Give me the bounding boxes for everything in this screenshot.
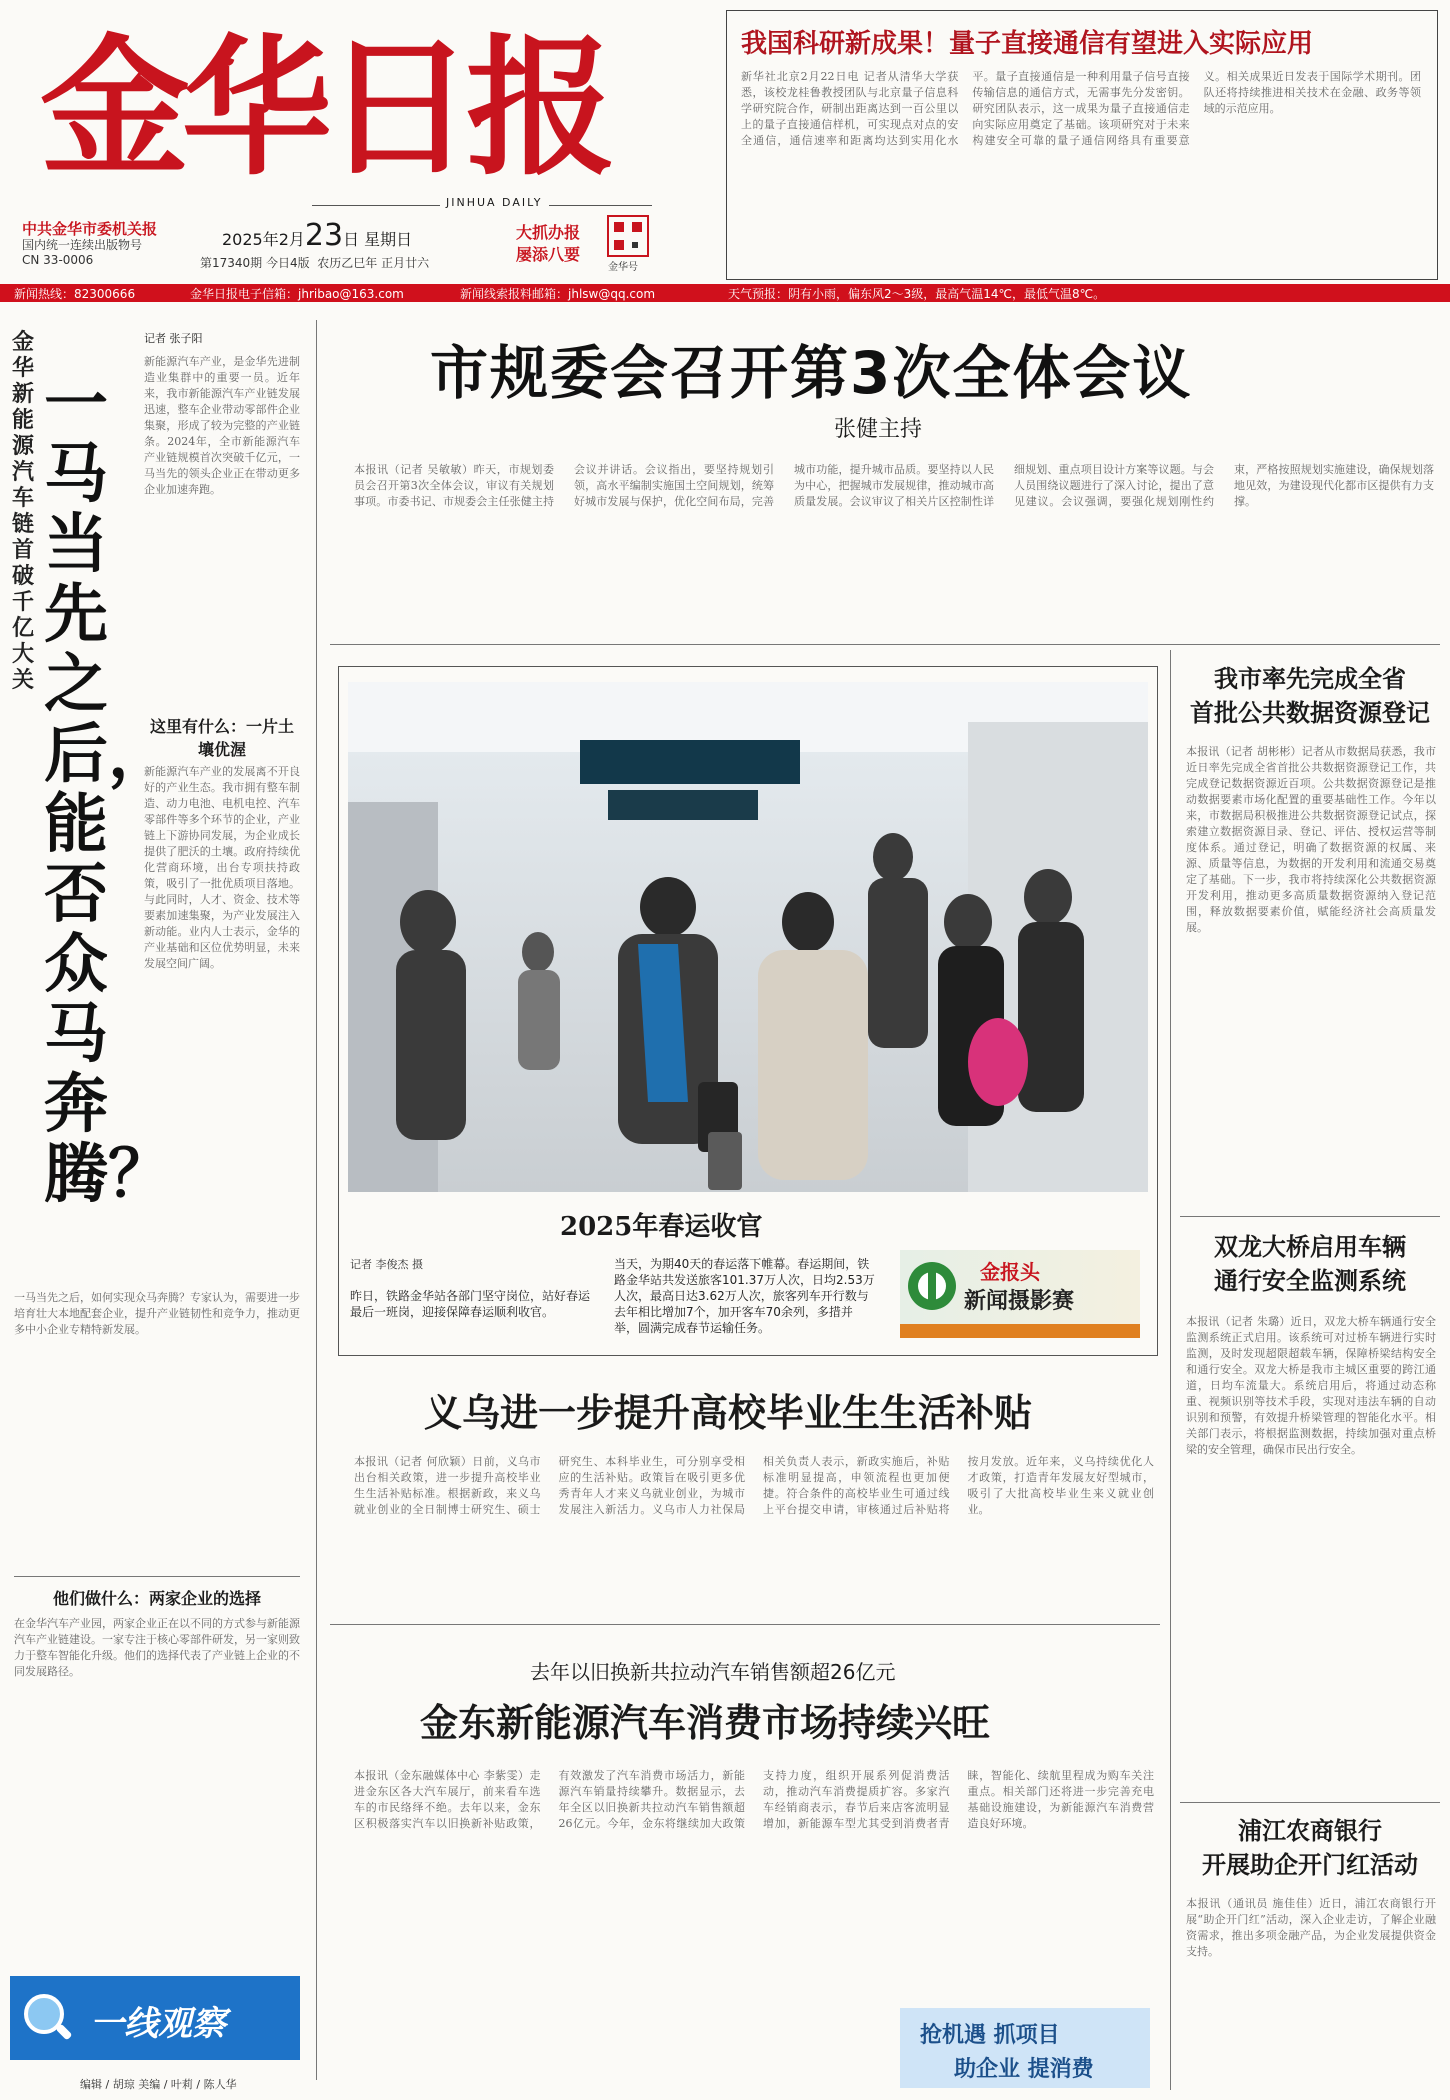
issue-date: 2025年2月23日 星期日 [222,218,413,253]
left-byline: 记者 张子阳 [144,332,203,345]
right-story3-headline[interactable]: 浦江农商银行 开展助企开门红活动 [1202,1816,1418,1879]
slogan-caption: 金华号 [608,262,638,273]
left-kicker: 金华新能源汽车链首破千亿大关 [12,330,35,693]
page-credits: 编辑 / 胡琼 美编 / 叶莉 / 陈人华 [80,2078,237,2091]
photo-contest-badge [900,1250,1140,1338]
spring-travel-photo [348,682,1148,1192]
yiwu-headline[interactable]: 义乌进一步提升高校毕业生生活补贴 [424,1390,1033,1435]
main-body: 本报讯（记者 吴敏敏）昨天，市规划委员会召开第3次全体会议，审议有关规划事项。市委书记、市规委会主任张健主持会议并讲话。会议指出，要坚持规划引领，高水平编制实施国土空间规划，统筹好城市发展与保护，优化空间布局，完善城市功能，提升城市品质。要坚持以人民为中心，把握城市发展规律，推动城市高质量发展。会议审议了相关片区控制性详细规划、重点项目设计方案等议题。与会人员围绕议题进行了深入讨论，提出了意见建议。会议强调，要强化规划刚性约束，严格按照规划实施建设，确保规划落地见效，为建设现代化都市区提供有力支撑。 [354,463,1434,508]
email: 金华日报电子信箱：jhribao@163.com [190,287,404,301]
yixian-banner[interactable] [10,1976,300,2060]
report-email: 新闻线索报料邮箱：jhlsw@qq.com [460,287,656,301]
promo-box[interactable] [900,2008,1150,2088]
right-story2-headline[interactable]: 双龙大桥启用车辆 通行安全监测系统 [1214,1232,1406,1295]
masthead-english: JINHUA DAILY [440,196,549,209]
right-divider-1 [1180,1216,1440,1217]
jindong-body: 本报讯（金东融媒体中心 李紫雯）走进金东区各大汽车展厅，前来看车选车的市民络绎不绝。去年以来，金东区积极落实汽车以旧换新补贴政策，有效激发了汽车消费市场活力，新能源汽车销量持续攀升。数据显示，去年全区以旧换新共拉动汽车销售额超26亿元。今年，金东将继续加大政策支持力度，组织开展系列促消费活动，推动汽车消费提质扩容。多家汽车经销商表示，春节后来店客流明显增加，新能源车型尤其受到消费者青睐，智能化、续航里程成为购车关注重点。相关部门还将进一步完善充电基础设施建设，为新能源汽车消费营造良好环境。 [354,1769,1154,1830]
left-body-2: 新能源汽车产业的发展离不开良好的产业生态。我市拥有整车制造、动力电池、电机电控、汽车零部件等多个环节的企业，产业链上下游协同发展，为企业成长提供了肥沃的土壤。政府持续优化营商环境，出台专项扶持政策，吸引了一批优质项目落地。与此同时，人才、资金、技术等要素加速集聚，为产业发展注入新动能。业内人士表示，金华的产业基础和区位优势明显，未来发展空间广阔。 [144,765,300,970]
jindong-kicker: 去年以旧换新共拉动汽车销售额超26亿元 [530,1660,896,1684]
right-divider-2 [1180,1802,1440,1803]
contest-logo-icon [904,1258,960,1314]
left-body-1: 新能源汽车产业，是金华先进制造业集群中的重要一员。近年来，我市新能源汽车产业链发展迅速，整车企业带动零部件企业集聚，形成了较为完整的产业链条。2024年，全市新能源汽车产业链规模首次突破千亿元，一马当先的领头企业正在带动更多企业加速奔跑。 [144,355,300,496]
contest-line2: 新闻摄影赛 [964,1288,1075,1314]
cn-number: 国内统一连续出版物号 CN 33-0006 [22,238,143,267]
photo-text-right: 当天，为期40天的春运落下帷幕。春运期间，铁路金华站共发送旅客101.37万人次，日均2.53万人次，最高日达3.62万人次，旅客列车开行数与去年相比增加7个，加开客车70余列，多措并举，圆满完成春节运输任务。 [614,1257,875,1335]
left-subhead-2: 他们做什么：两家企业的选择 [52,1589,261,1608]
jindong-headline[interactable]: 金东新能源汽车消费市场持续兴旺 [420,1700,991,1745]
main-divider [330,644,1440,645]
right-story3-body: 本报讯（通讯员 施佳佳）近日，浦江农商银行开展“助企开门红”活动，深入企业走访，了解企业融资需求，推出多项金融产品，为企业发展提供资金支持。 [1186,1897,1436,1958]
yixian-label: 一线观察 [90,2004,226,2044]
mid-divider [330,1624,1160,1625]
photo-caption: 2025年春运收官 [560,1212,763,1242]
main-subhead: 张健主持 [834,417,923,442]
slogan: 大抓办报 屡添八要 [516,223,581,264]
promo-line2: 助企业 提消费 [954,2056,1094,2082]
weather: 天气预报：阴有小雨，偏东风2～3级，最高气温14℃，最低气温8℃。 [728,287,1106,301]
right-story2-body: 本报讯（记者 朱璐）近日，双龙大桥车辆通行安全监测系统正式启用。该系统可对过桥车辆进行实时监测，及时发现超限超载车辆，保障桥梁结构安全和通行安全。双龙大桥是我市主城区重要的跨江通道，日均车流量大。系统启用后，将通过动态称重、视频识别等技术手段，实现对违法车辆的自动识别和预警，有效提升桥梁管理的智能化水平。相关部门表示，将根据监测数据，持续加强对重点桥梁的安全管理，确保市民出行安全。 [1186,1315,1436,1456]
svg-text:金华日报: 金华日报 [40,20,609,196]
top-story-body: 新华社北京2月22日电 记者从清华大学获悉，该校龙桂鲁教授团队与北京量子信息科学研究院合作，研制出距离达到一百公里以上的量子直接通信样机，可实现点对点的安全通信，通信速率和距离均达到实用化水平。量子直接通信是一种利用量子信号直接传输信息的通信方式，无需事先分发密钥。研究团队表示，这一成果为量子直接通信走向实际应用奠定了基础。该项研究对于未来构建安全可靠的量子通信网络具有重要意义。相关成果近日发表于国际学术期刊。团队还将持续推进相关技术在金融、政务等领域的示范应用。 [741,70,1421,147]
left-headline[interactable]: 一马当先之后，能否众马奔腾？ [44,368,172,1212]
hotline: 新闻热线：82300666 [14,287,136,301]
left-subhead-1: 这里有什么：一片土壤优渥 [149,717,294,759]
magnifier-icon [20,1990,76,2046]
left-column-rule [316,320,317,2080]
top-story-headline[interactable]: 我国科研新成果！量子直接通信有望进入实际应用 [741,29,1314,59]
photo-byline: 记者 李俊杰 摄 [350,1258,423,1271]
yiwu-body: 本报讯（记者 何欣颖）日前，义乌市出台相关政策，进一步提升高校毕业生生活补贴标准。根据新政，来义乌就业创业的全日制博士研究生、硕士研究生、本科毕业生，可分别享受相应的生活补贴。政策旨在吸引更多优秀青年人才来义乌就业创业，为城市发展注入新活力。义乌市人力社保局相关负责人表示，新政实施后，补贴标准明显提高，申领流程也更加便捷。符合条件的高校毕业生可通过线上平台提交申请，审核通过后补贴将按月发放。近年来，义乌持续优化人才政策，打造青年发展友好型城市，吸引了大批高校毕业生来义就业创业。 [354,1455,1154,1516]
contest-line1: 金报头 [980,1260,1040,1284]
promo-line1: 抢机遇 抓项目 [920,2022,1060,2048]
issue-meta: 第17340期 今日4版 农历乙巳年 正月廿六 [200,256,430,270]
right-story1-headline[interactable]: 我市率先完成全省 首批公共数据资源登记 [1190,664,1430,727]
info-band [0,284,1450,302]
top-story-box [726,10,1438,280]
contest-stripe [900,1324,1140,1338]
photo-text-left: 昨日，铁路金华站各部门坚守岗位，站好春运最后一班岗，迎接保障春运顺利收官。 [350,1289,591,1319]
main-headline[interactable]: 市规委会召开第3次全体会议 [430,339,1193,407]
left-body-3: 一马当先之后，如何实现众马奔腾？专家认为，需要进一步培育壮大本地配套企业，提升产业链韧性和竞争力，推动更多中小企业专精特新发展。 [14,1291,300,1336]
right-column-rule [1170,650,1171,2090]
left-body-4: 在金华汽车产业园，两家企业正在以不同的方式参与新能源汽车产业链建设。一家专注于核心零部件研发，另一家则致力于整车智能化升级。他们的选择代表了产业链上企业的不同发展路径。 [14,1617,300,1678]
party-tagline: 中共金华市委机关报 [22,220,158,238]
right-story1-body: 本报讯（记者 胡彬彬）记者从市数据局获悉，我市近日率先完成全省首批公共数据资源登记工作，共完成登记数据资源近百项。公共数据资源登记是推动数据要素市场化配置的重要基础性工作。今年以来，市数据局积极推进公共数据资源登记试点，探索建立数据资源目录、登记、评估、授权运营等制度体系。通过登记，明确了数据资源的权属、来源、质量等信息，为数据的开发利用和流通交易奠定了基础。下一步，我市将持续深化公共数据资源开发利用，推动更多高质量数据资源纳入登记范围，释放数据要素价值，赋能经济社会高质量发展。 [1186,745,1436,934]
left-divider [14,1576,300,1577]
masthead-logo [20,0,640,200]
